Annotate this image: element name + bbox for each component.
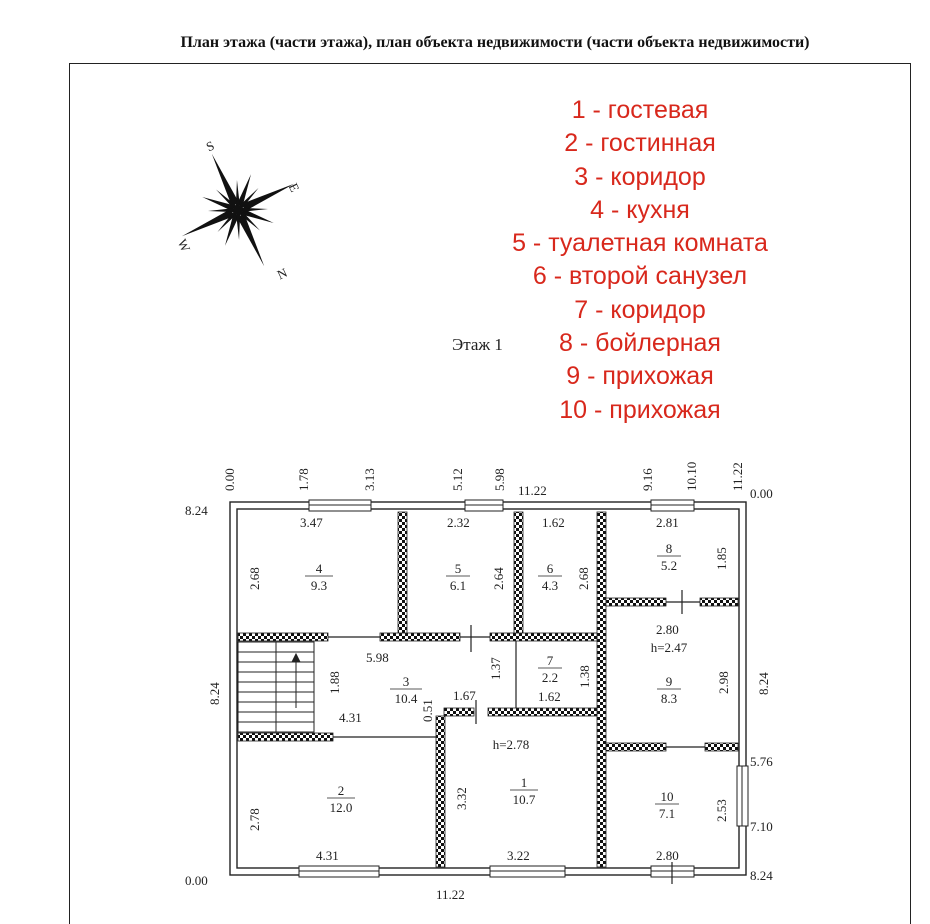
room-3-label [390,674,422,706]
legend-item: 3 - коридор [574,162,706,191]
room-6-label [538,561,562,593]
dim-r8-h: 1.85 [714,547,729,570]
dim-r5-w: 2.32 [447,515,470,530]
room-area: 10.7 [512,792,536,807]
legend-item: 10 - прихожая [559,395,721,424]
dim-r5-h: 2.64 [491,567,506,590]
dim-r4-w: 3.47 [300,515,323,530]
legend-item: 2 - гостинная [564,129,716,158]
room-number: 7 [546,653,554,668]
room-area: 4.3 [541,578,559,593]
dim-top-total: 11.22 [518,483,547,498]
dim-r6-w: 1.62 [542,515,565,530]
room-8-label [657,541,681,573]
legend-item: 7 - коридор [574,295,706,324]
dim-right-side: 8.24 [756,672,771,695]
dim-corner-br: 8.24 [750,868,773,883]
dim-r4-h: 2.68 [247,567,262,590]
room-1-height: h=2.78 [492,737,530,752]
compass-south-label: S [203,137,217,155]
room-9-height: h=2.47 [650,640,688,655]
dim-bottom-total: 11.22 [436,887,465,900]
room-area: 8.3 [660,691,678,706]
dim-r2-w: 4.31 [316,848,339,863]
coord-label: 0.00 [222,468,237,491]
room-number: 9 [665,674,673,689]
room-area: 2.2 [541,670,559,685]
room-number: 8 [665,541,673,556]
dim-r1-w: 3.22 [507,848,530,863]
windows [299,500,748,877]
dim-r10-h: 2.53 [714,799,729,822]
dim-r7-w: 1.62 [538,689,561,704]
floor-label: Этаж 1 [452,335,503,354]
legend-item: 5 - туалетная комната [512,229,768,258]
legend-item: 1 - гостевая [571,96,709,124]
room-5-label [446,561,470,593]
dim-r7-v: 1.37 [488,657,503,680]
dim-r1-h: 3.32 [454,787,469,810]
dim-right-710: 7.10 [750,819,773,834]
room-area: 6.1 [449,578,467,593]
coord-label: 10.10 [684,461,699,491]
dim-r3-s: 0.51 [420,699,435,722]
top-coordinates [222,462,745,491]
dim-r3-w3: 1.67 [453,688,476,703]
compass-east-label: E [285,180,303,195]
room-4-label [305,561,333,593]
dim-r2-h: 2.78 [247,808,262,831]
room-number: 3 [402,674,410,689]
dim-r8-w: 2.81 [656,515,679,530]
room-number: 6 [546,561,554,576]
room-area: 9.3 [310,578,328,593]
dim-r9-w: 2.80 [656,622,679,637]
room-area: 5.2 [660,558,678,573]
staircase [238,642,314,732]
legend-item: 8 - бойлерная [559,329,721,358]
dim-r3-w2: 4.31 [339,710,362,725]
dim-corner-tr: 0.00 [750,486,773,501]
coord-label: 3.13 [362,468,377,491]
coord-label: 5.98 [492,468,507,491]
dim-corner-tl: 8.24 [185,503,208,518]
dim-r9-h: 2.98 [716,671,731,694]
room-number: 10 [660,789,674,804]
compass-west-label: W [174,236,194,255]
room-area: 10.4 [394,691,418,706]
page-title: План этажа (части этажа), план объекта недвижимости (части объекта недвижимости) [180,34,810,51]
room-2-label [327,783,355,815]
coord-label: 9.16 [640,468,655,491]
compass-north-label: N [274,264,290,283]
dim-r10-w: 2.80 [656,848,679,863]
coord-label: 5.12 [450,468,465,491]
room-9-label [657,674,681,706]
room-10-label [655,789,679,821]
room-number: 1 [520,775,528,790]
coord-label: 11.22 [730,462,745,491]
room-number: 5 [454,561,462,576]
coord-label: 1.78 [296,468,311,491]
dim-right-576: 5.76 [750,754,773,769]
dim-r3-w: 5.98 [366,650,389,665]
room-1-label [510,775,538,807]
room-7-label [538,653,562,685]
room-area: 7.1 [658,806,676,821]
legend-item: 6 - второй санузел [532,262,748,291]
legend-item: 4 - кухня [590,195,690,224]
room-number: 2 [337,783,345,798]
dim-r7-h: 1.38 [577,665,592,688]
legend-item: 9 - прихожая [566,362,714,391]
dim-r3-h: 1.88 [327,671,342,694]
dim-corner-bl: 0.00 [185,873,208,888]
room-area: 12.0 [329,800,353,815]
dim-r6-h: 2.68 [576,567,591,590]
room-number: 4 [315,561,323,576]
dim-left-side: 8.24 [207,682,222,705]
compass-icon [175,138,303,283]
